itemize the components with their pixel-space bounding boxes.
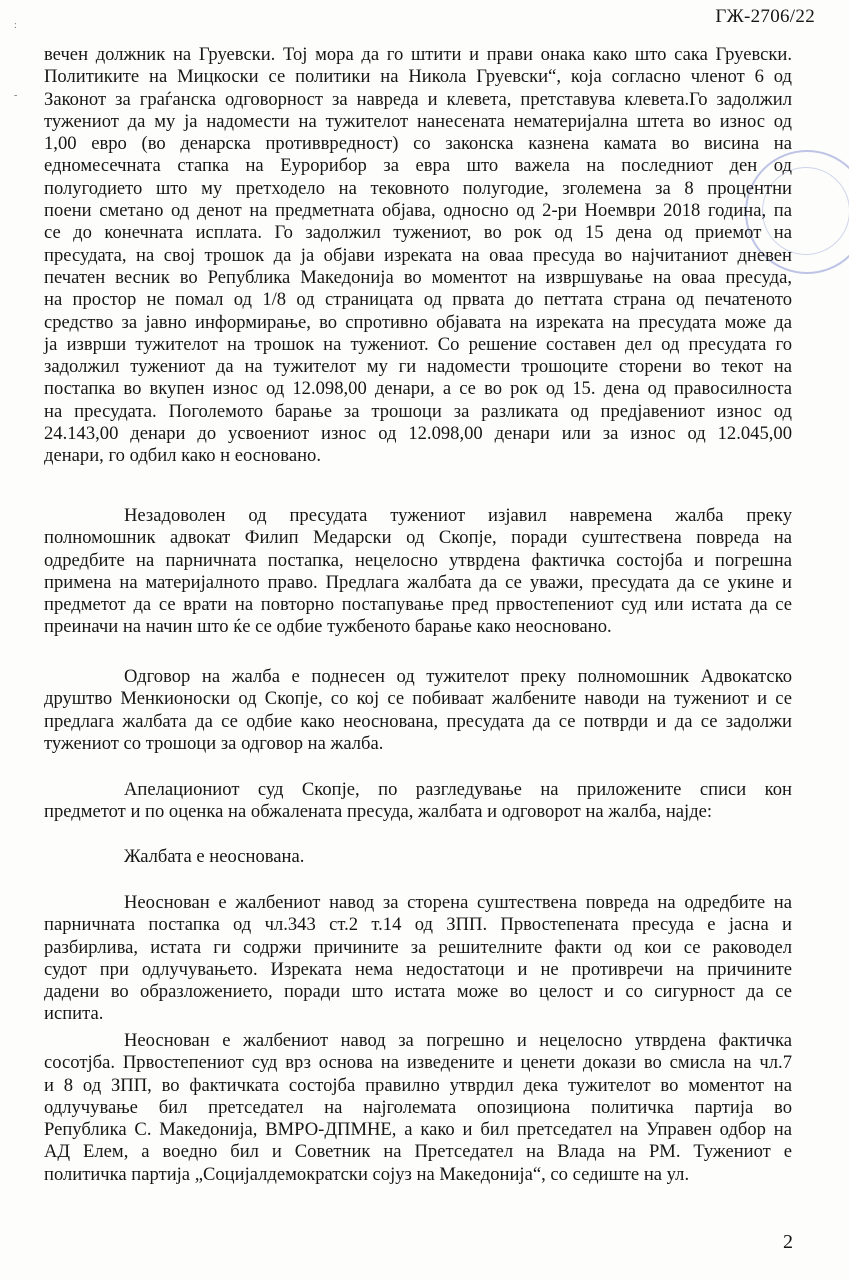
text-line: Неоснован е жалбениот навод за погрешно и нецелосно утврдена фактичка [124,1030,792,1051]
text-line: полномошник адвокат Филип Медарски од Скопје, поради суштествена повреда на [44,527,792,549]
text-line: друштво Менкионоски од Скопје, со кој се побиваат жалбените наводи на тужениот и се [44,688,792,710]
text-line: Апелациониот суд Скопје, по разгледување на приложените списи кон [124,779,792,800]
margin-mark: : [14,20,17,31]
text-line: дадени во образложението, поради што истата може во целост и со сигурност да се [44,981,792,1003]
text-line: полугодието што му претходело на тековното полугодие, зголемена за 8 процентни [44,177,792,199]
text-line: разбирлива, истата ги содржи причините за решителните факти од кои се раководел [44,936,792,958]
text-line: преиначи на начин што ќе се одбие тужбеното барање како неосновано. [44,616,612,638]
text-line: на простор не помал од 1/8 од страницата од првата до петтата страна од печатеното [44,289,792,311]
text-line: постапка во вкупен износ од 12.098,00 денари, а се во рок од 15. дена од правосилноста [44,378,792,400]
text-line: Жалбата е неоснована. [124,846,305,867]
text-line: одлучување бил претседател на најголемата опозициона политичка партија во [44,1096,792,1118]
text-line: печатен весник во Република Македонија во моментот на извршување на оваа пресуда, [44,266,792,288]
text-line: парничната постапка од чл.343 ст.2 т.14 од ЗПП. Првостепената пресуда е јасна и [44,914,792,936]
text-line: предметот да се врати на повторно постапување пред првостепениот суд или истата да се [44,594,792,616]
text-line: на пресудата. Поголемото барање за трошоци за разликата од предјавениот износ од [44,400,792,422]
text-line: вечен должник на Груевски. Тој мора да го штити и прави онака како што сака Груевски. [44,44,792,65]
paragraph [44,892,792,1026]
text-line: 1,00 евро (во денарска противвредност) со законска казнена камата во висина на [44,133,792,155]
text-line: поени сметано од денот на предметната објава, односно од 2-ри Ноември 2018 година, па [44,200,792,222]
case-number: ГЖ-2706/22 [715,6,815,27]
text-line: предметот и по оценка на обжалената пресуда, жалбата и одговорот на жалба, најде: [44,801,713,823]
text-line: тужениот да му ја надомести на тужителот нанесената нематеријална штета во износ од [44,110,792,132]
text-line: Одговор на жалба е поднесен од тужителот преку полномошник Адвокатско [124,666,792,687]
text-line: политичка партија „Социјалдемократски сојуз на Македонија“, со седиште на ул. [44,1163,690,1185]
text-line: судот при одлучувањето. Изреката нема недостатоци и не противречи на причините [44,958,792,980]
text-line: се до конечната исплата. Го задолжил тужениот, во рок од 15 дена од приемот на [44,222,792,244]
paragraph [44,1030,792,1186]
text-line: ја изврши тужителот на трошок на тужениот. Со решение составен дел од пресудата го [44,333,792,355]
paragraph [44,846,792,868]
text-line: тужениот со трошоци за одговор на жалба. [44,732,384,754]
text-line: пресудата, на свој трошок да ја објави изреката на оваа пресуда во најчитаниот дневен [44,244,792,266]
paragraph [44,44,792,468]
paragraph [44,779,792,824]
text-line: Незадоволен од пресудата тужениот изјавил навремена жалба преку [124,505,792,526]
text-line: едномесечната стапка на Еурорибор за евра што важела на последниот ден од [44,155,792,177]
text-line: АД Елем, а воедно бил и Советник на Претседател на Влада на РМ. Тужениот е [44,1141,792,1163]
text-line: предлага жалбата да се одбие како неоснована, пресудата да се потврди и да се задолжи [44,710,792,732]
text-line: денари, го одбил како н еосновано. [44,445,321,467]
page-number: 2 [783,1231,793,1253]
text-line: примена на материјалното право. Предлага жалбата да се уважи, пресудата да се укине и [44,571,792,593]
text-line: средство за јавно информирање, во спротивно објавата на изреката на пресудата може да [44,311,792,333]
text-line: Законот за граѓанска одговорност за навреда и клевета, претставува клевета.Го задолжил [44,88,792,110]
text-line: Република С. Македонија, ВМРО-ДПМНЕ, а како и бил претседател на Управен одбор на [44,1119,792,1141]
text-line: и 8 од ЗПП, во фактичката состојба правилно утврдил дека тужителот во моментот на [44,1074,792,1096]
text-line: задолжил тужениот да на тужителот му ги надомести трошоците сторени во текот на [44,356,792,378]
text-line: сосотјба. Првостепениот суд врз основа на изведените и ценети докази во смисла на чл.7 [44,1052,792,1074]
text-line: одредбите на парничната постапка, нецелосно утврдена фактичка состојба и погрешна [44,549,792,571]
text-line: Политиките на Мицкоски се политики на Никола Груевски“, која согласно членот 6 од [44,66,792,88]
text-line: испита. [44,1003,104,1025]
paragraph [44,505,792,639]
text-line: Неоснован е жалбениот навод за сторена суштествена повреда на одредбите на [124,892,792,913]
margin-mark: - [14,90,18,101]
paragraph [44,666,792,755]
text-line: 24.143,00 денари до усвоениот износ од 12.098,00 денари или за износ од 12.045,00 [44,423,792,445]
